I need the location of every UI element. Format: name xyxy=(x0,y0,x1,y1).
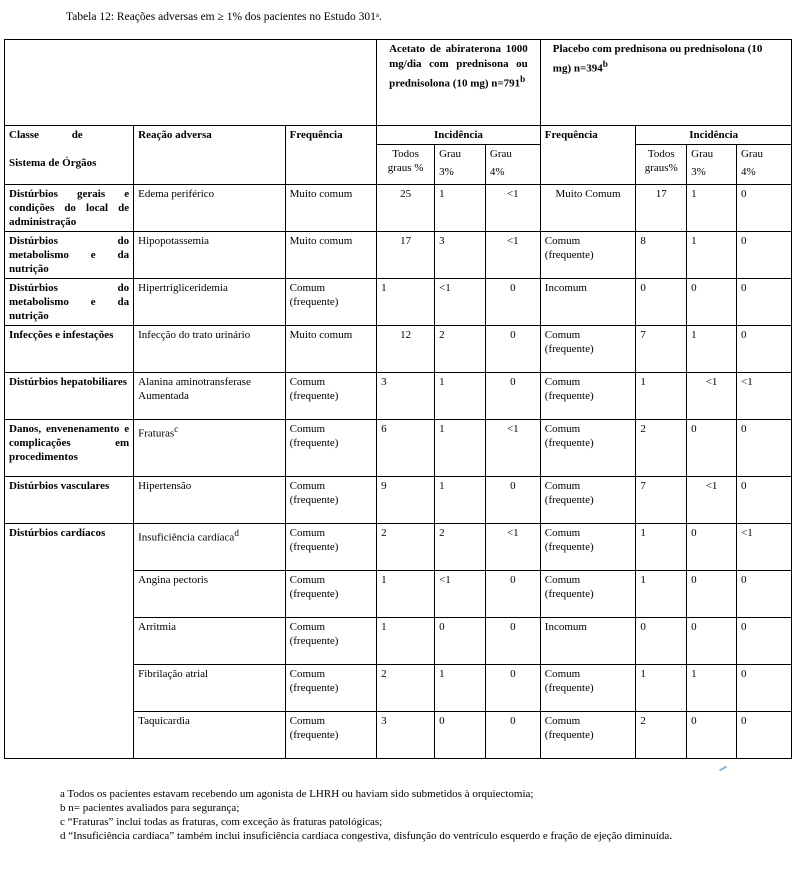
table-row xyxy=(5,420,792,477)
incidence-grade3: 1 xyxy=(435,185,486,232)
incidence-grade4-placebo: <1 xyxy=(736,524,791,571)
incidence-all-grades: 1 xyxy=(377,279,435,326)
incidence-grade3: 0 xyxy=(435,712,486,759)
system-organ-class: Distúrbios hepatobiliares xyxy=(5,373,134,420)
incidence-all-grades-placebo: 17 xyxy=(636,185,687,232)
frequency-placebo: Comum (frequente) xyxy=(540,712,636,759)
incidence-grade3: 2 xyxy=(435,524,486,571)
incidence-all-grades: 2 xyxy=(377,665,435,712)
incidence-grade3-placebo: 1 xyxy=(687,665,737,712)
incidence-all-grades: 17 xyxy=(377,232,435,279)
incidence-all-grades-placebo: 7 xyxy=(636,326,687,373)
incidence-grade4-placebo: 0 xyxy=(736,571,791,618)
system-organ-class: Danos, envenenamento e complicações em procedimentos xyxy=(5,420,134,477)
adverse-reactions-table xyxy=(4,39,792,759)
frequency: Comum (frequente) xyxy=(285,712,377,759)
incidence-grade3-placebo: 0 xyxy=(687,618,737,665)
incidence-grade3: <1 xyxy=(435,571,486,618)
incidence-all-grades-placebo: 7 xyxy=(636,477,687,524)
incidence-grade3-placebo: 1 xyxy=(687,185,737,232)
frequency: Muito comum xyxy=(285,232,377,279)
adverse-reaction: Angina pectoris xyxy=(134,571,285,618)
incidence-grade4: 0 xyxy=(485,712,540,759)
frequency: Comum (frequente) xyxy=(285,373,377,420)
incidence-grade4: 0 xyxy=(485,477,540,524)
system-organ-class: Infecções e infestações xyxy=(5,326,134,373)
incidence-all-grades-placebo: 2 xyxy=(636,712,687,759)
frequency: Comum (frequente) xyxy=(285,420,377,477)
incidence-grade4: 0 xyxy=(485,618,540,665)
incidence-grade4-placebo: <1 xyxy=(736,373,791,420)
incidence-grade3: 3 xyxy=(435,232,486,279)
incidence-grade3-placebo: 1 xyxy=(687,232,737,279)
adverse-reaction: Edema periférico xyxy=(134,185,285,232)
incidence-all-grades: 1 xyxy=(377,618,435,665)
subheader-grade4-placebo: Grau 4% xyxy=(736,145,791,185)
header-placebo-group: Placebo com prednisona ou prednisolona (10 mg) $n=394^b$ xyxy=(540,40,791,126)
header-frequency-placebo: Frequência xyxy=(540,126,636,185)
frequency: Comum (frequente) xyxy=(285,477,377,524)
incidence-all-grades: 6 xyxy=(377,420,435,477)
system-organ-class: Distúrbios cardíacos xyxy=(5,524,134,759)
incidence-grade4: 0 xyxy=(485,571,540,618)
header-frequency: Frequência xyxy=(285,126,377,185)
subheader-all-grades-placebo: Todos graus% xyxy=(636,145,687,185)
header-empty-cell xyxy=(5,40,377,126)
incidence-grade4: 0 xyxy=(485,665,540,712)
adverse-reaction: Fraturas$^c$ xyxy=(134,420,285,477)
incidence-all-grades: 3 xyxy=(377,373,435,420)
subheader-grade3: Grau 3% xyxy=(435,145,486,185)
frequency: Comum (frequente) xyxy=(285,618,377,665)
incidence-grade4: 0 xyxy=(485,326,540,373)
incidence-grade3-placebo: <1 xyxy=(687,373,737,420)
incidence-grade4-placebo: 0 xyxy=(736,420,791,477)
table-row xyxy=(5,279,792,326)
incidence-grade3-placebo: 0 xyxy=(687,420,737,477)
frequency: Muito comum xyxy=(285,326,377,373)
adverse-reaction: Hipopotassemia xyxy=(134,232,285,279)
incidence-grade3: 1 xyxy=(435,477,486,524)
adverse-reaction: Taquicardia xyxy=(134,712,285,759)
frequency-placebo: Incomum xyxy=(540,279,636,326)
table-row xyxy=(5,373,792,420)
footnote-c: c “Fraturas” inclui todas as fraturas, com exceção às fraturas patológicas; xyxy=(60,816,383,828)
table-row xyxy=(5,524,792,571)
incidence-grade4-placebo: 0 xyxy=(736,712,791,759)
incidence-all-grades-placebo: 8 xyxy=(636,232,687,279)
subheader-all-grades: Todos graus % xyxy=(377,145,435,185)
incidence-grade4: <1 xyxy=(485,232,540,279)
frequency-placebo: Comum (frequente) xyxy=(540,665,636,712)
table-row xyxy=(5,477,792,524)
frequency: Comum (frequente) xyxy=(285,279,377,326)
frequency-placebo: Comum (frequente) xyxy=(540,420,636,477)
frequency-placebo: Comum (frequente) xyxy=(540,477,636,524)
decorative-mark xyxy=(715,759,727,772)
incidence-grade4-placebo: 0 xyxy=(736,665,791,712)
incidence-grade4: <1 xyxy=(485,420,540,477)
adverse-reaction: Arritmia xyxy=(134,618,285,665)
incidence-grade4: <1 xyxy=(485,185,540,232)
frequency: Comum (frequente) xyxy=(285,665,377,712)
header-abiraterone-group: Acetato de abiraterona 1000 mg/dia com prednisona ou prednisolona (10 mg) $n=791^b$ xyxy=(377,40,541,126)
incidence-grade4-placebo: 0 xyxy=(736,185,791,232)
frequency-placebo: Comum (frequente) xyxy=(540,524,636,571)
frequency: Comum (frequente) xyxy=(285,571,377,618)
frequency: Muito comum xyxy=(285,185,377,232)
subheader-grade4: Grau 4% xyxy=(485,145,540,185)
incidence-grade4: 0 xyxy=(485,279,540,326)
adverse-reaction: Alanina aminotransferase Aumentada xyxy=(134,373,285,420)
table-row xyxy=(5,185,792,232)
incidence-grade3: 1 xyxy=(435,420,486,477)
incidence-grade3: 2 xyxy=(435,326,486,373)
incidence-all-grades-placebo: 1 xyxy=(636,665,687,712)
incidence-grade3-placebo: 0 xyxy=(687,524,737,571)
incidence-all-grades-placebo: 1 xyxy=(636,571,687,618)
footnotes xyxy=(60,787,672,843)
incidence-grade3-placebo: 0 xyxy=(687,571,737,618)
incidence-all-grades-placebo: 0 xyxy=(636,618,687,665)
incidence-all-grades: 25 xyxy=(377,185,435,232)
system-organ-class: Distúrbios do metabolismo e da nutrição xyxy=(5,232,134,279)
footnote-b: b n= pacientes avaliados para segurança; xyxy=(60,802,240,814)
incidence-all-grades-placebo: 2 xyxy=(636,420,687,477)
incidence-all-grades-placebo: 0 xyxy=(636,279,687,326)
system-organ-class: Distúrbios do metabolismo e da nutrição xyxy=(5,279,134,326)
table-row xyxy=(5,232,792,279)
adverse-reaction: Infecção do trato urinário xyxy=(134,326,285,373)
incidence-grade3: 1 xyxy=(435,373,486,420)
subheader-grade3-placebo: Grau 3% xyxy=(687,145,737,185)
incidence-all-grades-placebo: 1 xyxy=(636,373,687,420)
incidence-grade3-placebo: 1 xyxy=(687,326,737,373)
frequency-placebo: Muito Comum xyxy=(540,185,636,232)
incidence-all-grades-placebo: 1 xyxy=(636,524,687,571)
frequency-placebo: Comum (frequente) xyxy=(540,232,636,279)
incidence-grade4-placebo: 0 xyxy=(736,232,791,279)
header-incidence-placebo: Incidência xyxy=(636,126,792,145)
adverse-reaction: Fibrilação atrial xyxy=(134,665,285,712)
incidence-grade3-placebo: 0 xyxy=(687,279,737,326)
adverse-reaction: Hipertensão xyxy=(134,477,285,524)
incidence-grade4-placebo: 0 xyxy=(736,326,791,373)
system-organ-class: Distúrbios gerais e condições do local de administração xyxy=(5,185,134,232)
table-caption: Tabela 12: Reações adversas em ≥ 1% dos pacientes no Estudo 301ᵃ. xyxy=(66,11,382,23)
incidence-grade4-placebo: 0 xyxy=(736,618,791,665)
incidence-grade4: 0 xyxy=(485,373,540,420)
header-incidence: Incidência xyxy=(377,126,541,145)
incidence-grade3: 1 xyxy=(435,665,486,712)
incidence-grade4-placebo: 0 xyxy=(736,279,791,326)
frequency-placebo: Comum (frequente) xyxy=(540,326,636,373)
incidence-all-grades: 3 xyxy=(377,712,435,759)
footnote-d: d “Insuficiência cardíaca” também inclui insuficiência cardíaca congestiva, disfunção do ventrículo esquerdo e fração de ejeção diminuída. xyxy=(60,830,673,842)
frequency-placebo: Incomum xyxy=(540,618,636,665)
system-organ-class: Distúrbios vasculares xyxy=(5,477,134,524)
incidence-grade4: <1 xyxy=(485,524,540,571)
footnote-a: a Todos os pacientes estavam recebendo um agonista de LHRH ou haviam sido submetidos à orquiectomia; xyxy=(60,788,534,800)
frequency: Comum (frequente) xyxy=(285,524,377,571)
incidence-all-grades: 1 xyxy=(377,571,435,618)
adverse-reaction: Hipertrigliceridemia xyxy=(134,279,285,326)
frequency-placebo: Comum (frequente) xyxy=(540,571,636,618)
incidence-all-grades: 9 xyxy=(377,477,435,524)
incidence-all-grades: 2 xyxy=(377,524,435,571)
table-row xyxy=(5,326,792,373)
incidence-grade3: 0 xyxy=(435,618,486,665)
incidence-grade3-placebo: 0 xyxy=(687,712,737,759)
header-system-organ-class: Classe de Sistema de Órgãos xyxy=(5,126,134,185)
adverse-reaction: Insuficiência cardíaca$^d$ xyxy=(134,524,285,571)
incidence-grade3-placebo: <1 xyxy=(687,477,737,524)
header-adverse-reaction: Reação adversa xyxy=(134,126,285,185)
incidence-grade4-placebo: 0 xyxy=(736,477,791,524)
incidence-all-grades: 12 xyxy=(377,326,435,373)
frequency-placebo: Comum (frequente) xyxy=(540,373,636,420)
incidence-grade3: <1 xyxy=(435,279,486,326)
